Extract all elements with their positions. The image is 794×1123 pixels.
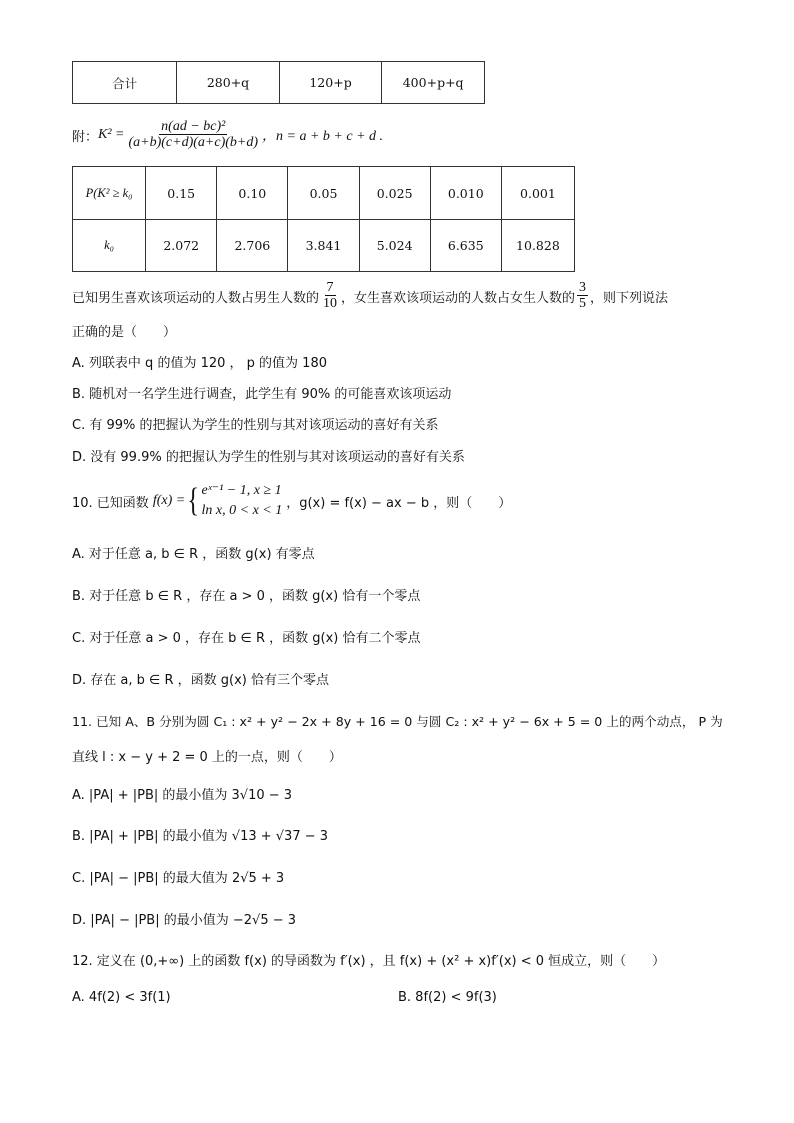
critical-value-table [72,166,575,272]
q9-frac2-den: 5 [579,296,587,311]
k0-cell: 3.841 [288,220,359,272]
formula-numerator: n(ad − bc)² [161,119,226,134]
formula-lhs: K² = [98,127,125,142]
q10-case2: ln x, 0 < x < 1 [201,503,283,518]
prob-cell: 0.010 [430,167,501,220]
q9-stem-a: 已知男生喜欢该项运动的人数占男生人数的 [72,290,320,306]
formula-n-def: ，n = a + b + c + d . [262,129,384,144]
k0-cell: 2.072 [146,220,217,272]
q9-option-d: D. 没有 99.9% 的把握认为学生的性别与其对该项运动的喜好有关系 [72,450,465,465]
q10-option-d: D. 存在 a, b ∈ R ，函数 g(x) 恰有三个零点 [72,673,329,688]
prob-cell: 0.025 [359,167,430,220]
total-label: 合计 [73,62,177,104]
q10-label: 10. 已知函数 [72,495,149,511]
q9-fraction-female [577,280,588,312]
q10-f: f(x) = [152,493,186,508]
q10-option-c: C. 对于任意 a > 0 ，存在 b ∈ R ，函数 g(x) 恰有二个零点 [72,631,421,646]
q10-piecewise [202,481,283,521]
contingency-total-row [72,61,485,104]
q11-option-d: D. |PA| − |PB| 的最小值为 −2√5 − 3 [72,913,297,928]
q9-option-c: C. 有 99% 的把握认为学生的性别与其对该项运动的喜好有关系 [72,418,439,433]
q9-option-a: A. 列联表中 q 的值为 120 ， p 的值为 180 [72,356,327,371]
q9-frac1-num: 7 [326,280,334,295]
formula-prefix: 附： [72,129,99,145]
q12-option-b: B. 8f(2) < 9f(3) [398,990,497,1005]
q10-case1: eˣ⁻¹ − 1, x ≥ 1 [201,483,282,498]
q9-stem-c: ，则下列说法 [590,290,669,306]
q10-option-b: B. 对于任意 b ∈ R ，存在 a > 0 ，函数 g(x) 恰有一个零点 [72,589,421,604]
q12-stem: 12. 定义在 (0,+∞) 上的函数 f(x) 的导函数为 f′(x) ，且 f(x) + (x² + x)f′(x) < 0 恒成立，则（ ） [72,954,666,969]
formula-fraction [127,119,261,151]
k0-row-header: k₀ [73,220,146,272]
q9-frac1-den: 10 [323,296,338,311]
q11-stem-line1: 11. 已知 A、B 分别为圆 C₁ : x² + y² − 2x + 8y + 16 = 0 与圆 C₂ : x² + y² − 6x + 5 = 0 上的两个动点， P 为 [72,714,723,729]
q9-stem-line2: 正确的是（ ） [72,325,177,340]
q11-option-c: C. |PA| − |PB| 的最大值为 2√5 + 3 [72,871,285,886]
total-cell-1: 280+q [177,62,280,104]
q9-option-b: B. 随机对一名学生进行调查，此学生有 90% 的可能喜欢该项运动 [72,387,452,402]
formula-denominator: (a+b)(c+d)(a+c)(b+d) [128,135,259,150]
q11-option-a: A. |PA| + |PB| 的最小值为 3√10 − 3 [72,788,293,803]
prob-cell: 0.15 [146,167,217,220]
q9-stem-line1 [72,276,668,316]
q11-stem-line2: 直线 l : x − y + 2 = 0 上的一点，则（ ） [72,750,342,765]
k-square-formula [72,112,383,158]
q9-fraction-male [321,280,339,312]
k0-cell: 6.635 [430,220,501,272]
piecewise-brace-icon: { [187,482,200,519]
total-cell-3: 400+p+q [382,62,485,104]
prob-cell: 0.001 [501,167,574,220]
q10-rest: ，g(x) = f(x) − ax − b ，则（ ） [286,495,512,511]
q12-option-a: A. 4f(2) < 3f(1) [72,990,171,1005]
prob-cell: 0.05 [288,167,359,220]
total-cell-2: 120+p [279,62,382,104]
q11-option-b: B. |PA| + |PB| 的最小值为 √13 + √37 − 3 [72,829,329,844]
k0-cell: 10.828 [501,220,574,272]
q10-option-a: A. 对于任意 a, b ∈ R ，函数 g(x) 有零点 [72,547,315,562]
prob-cell: 0.10 [217,167,288,220]
q9-stem-b: ，女生喜欢该项运动的人数占女生人数的 [341,290,576,306]
k0-cell: 2.706 [217,220,288,272]
q10-stem [72,478,511,524]
prob-row-header: P(K² ≥ k₀ [73,167,146,220]
q9-frac2-num: 3 [579,280,587,295]
k0-cell: 5.024 [359,220,430,272]
